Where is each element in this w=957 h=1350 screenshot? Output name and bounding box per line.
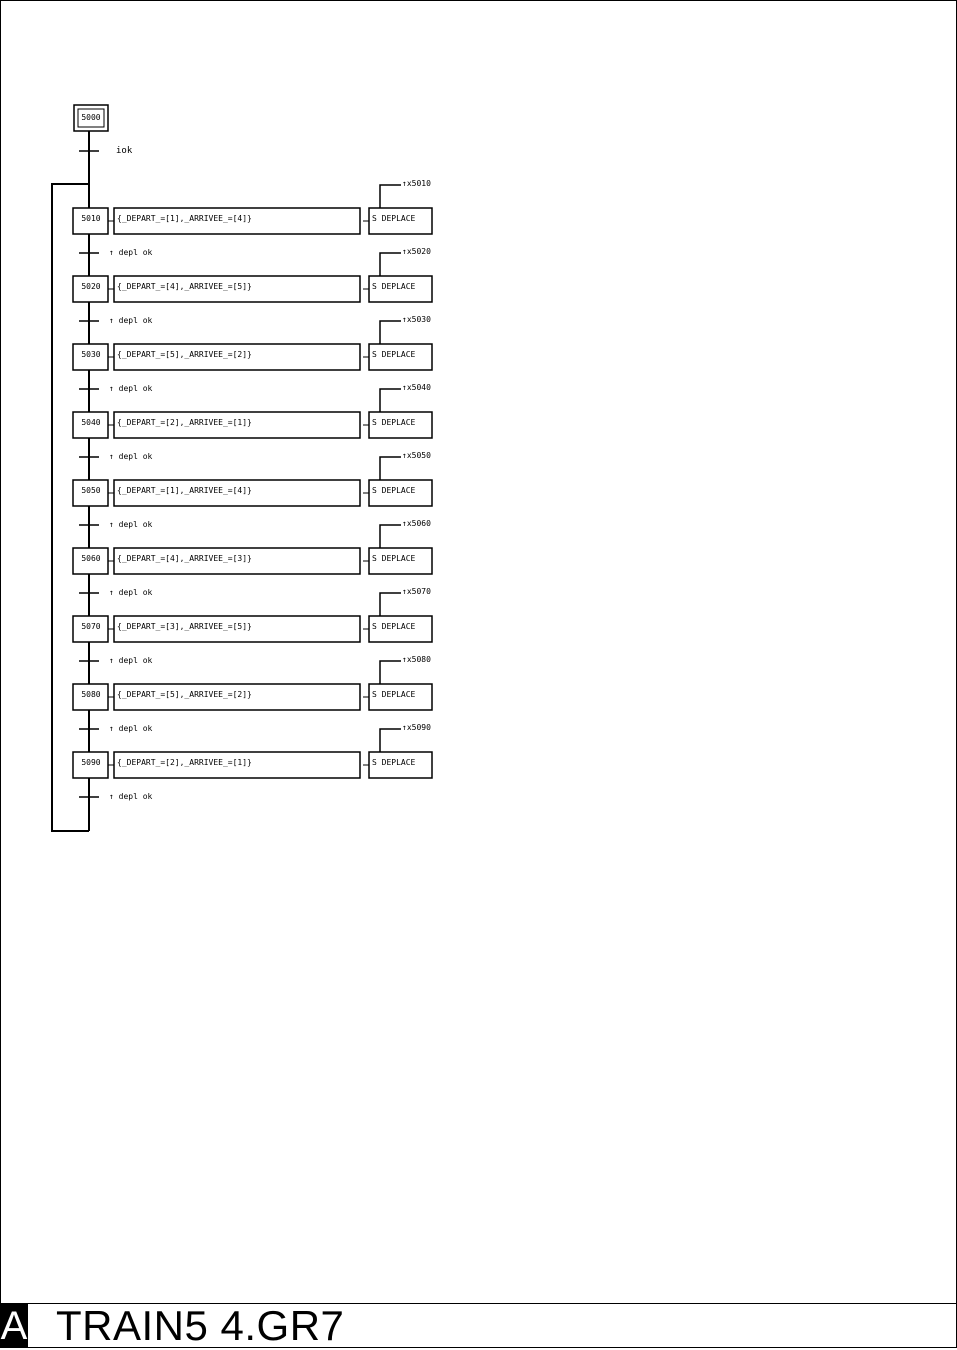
step-number: 5020 bbox=[81, 282, 101, 291]
action-text: {_DEPART_=[2],_ARRIVEE_=[1]} bbox=[117, 418, 252, 427]
transition-label: ↑ depl ok bbox=[109, 316, 153, 325]
step-number: 5090 bbox=[81, 758, 101, 767]
step-number: 5010 bbox=[81, 214, 101, 223]
transition-label: ↑ depl ok bbox=[109, 248, 153, 257]
feedback-label: ↑x5010 bbox=[402, 179, 431, 188]
output-text: S DEPLACE bbox=[372, 554, 416, 563]
step-number: 5070 bbox=[81, 622, 101, 631]
transition-label: ↑ depl ok bbox=[109, 520, 153, 529]
output-text: S DEPLACE bbox=[372, 350, 416, 359]
transition-label: ↑ depl ok bbox=[109, 724, 153, 733]
action-text: {_DEPART_=[2],_ARRIVEE_=[1]} bbox=[117, 758, 252, 767]
grafcet-step-row bbox=[73, 451, 432, 529]
feedback-label: ↑x5070 bbox=[402, 587, 431, 596]
output-text: S DEPLACE bbox=[372, 418, 416, 427]
action-text: {_DEPART_=[1],_ARRIVEE_=[4]} bbox=[117, 214, 252, 223]
grafcet-step-row bbox=[73, 587, 432, 665]
feedback-label: ↑x5080 bbox=[402, 655, 431, 664]
grafcet-step-row bbox=[73, 723, 432, 801]
sheet-letter: A bbox=[0, 1304, 28, 1348]
feedback-bracket bbox=[380, 525, 401, 548]
step-number: 5060 bbox=[81, 554, 101, 563]
step-number: 5080 bbox=[81, 690, 101, 699]
transition-label: ↑ depl ok bbox=[109, 656, 153, 665]
transition-label: ↑ depl ok bbox=[109, 588, 153, 597]
grafcet-step-row bbox=[73, 247, 432, 325]
grafcet-step-row bbox=[73, 383, 432, 461]
step-number: 5050 bbox=[81, 486, 101, 495]
grafcet-step-row bbox=[73, 519, 432, 597]
action-text: {_DEPART_=[3],_ARRIVEE_=[5]} bbox=[117, 622, 252, 631]
feedback-label: ↑x5090 bbox=[402, 723, 431, 732]
output-text: S DEPLACE bbox=[372, 690, 416, 699]
output-text: S DEPLACE bbox=[372, 214, 416, 223]
transition-label: ↑ depl ok bbox=[109, 384, 153, 393]
action-text: {_DEPART_=[4],_ARRIVEE_=[3]} bbox=[117, 554, 252, 563]
initial-step-label: 5000 bbox=[81, 113, 101, 122]
transition-label: ↑ depl ok bbox=[109, 452, 153, 461]
feedback-bracket bbox=[380, 389, 401, 412]
feedback-label: ↑x5030 bbox=[402, 315, 431, 324]
grafcet-step-row bbox=[73, 655, 432, 733]
feedback-bracket bbox=[380, 457, 401, 480]
grafcet-step-row bbox=[73, 315, 432, 393]
output-text: S DEPLACE bbox=[372, 486, 416, 495]
step-number: 5030 bbox=[81, 350, 101, 359]
feedback-label: ↑x5040 bbox=[402, 383, 431, 392]
grafcet-step-row bbox=[73, 179, 432, 257]
step-number: 5040 bbox=[81, 418, 101, 427]
action-text: {_DEPART_=[4],_ARRIVEE_=[5]} bbox=[117, 282, 252, 291]
initial-transition-label: iok bbox=[116, 146, 133, 156]
feedback-bracket bbox=[380, 185, 401, 208]
output-text: S DEPLACE bbox=[372, 758, 416, 767]
feedback-label: ↑x5050 bbox=[402, 451, 431, 460]
action-text: {_DEPART_=[1],_ARRIVEE_=[4]} bbox=[117, 486, 252, 495]
feedback-label: ↑x5060 bbox=[402, 519, 431, 528]
feedback-bracket bbox=[380, 593, 401, 616]
output-text: S DEPLACE bbox=[372, 282, 416, 291]
transition-label: ↑ depl ok bbox=[109, 792, 153, 801]
action-text: {_DEPART_=[5],_ARRIVEE_=[2]} bbox=[117, 690, 252, 699]
action-text: {_DEPART_=[5],_ARRIVEE_=[2]} bbox=[117, 350, 252, 359]
output-text: S DEPLACE bbox=[372, 622, 416, 631]
feedback-bracket bbox=[380, 321, 401, 344]
feedback-bracket bbox=[380, 661, 401, 684]
file-name: TRAIN5 4.GR7 bbox=[56, 1302, 345, 1349]
feedback-label: ↑x5020 bbox=[402, 247, 431, 256]
feedback-bracket bbox=[380, 253, 401, 276]
feedback-bracket bbox=[380, 729, 401, 752]
